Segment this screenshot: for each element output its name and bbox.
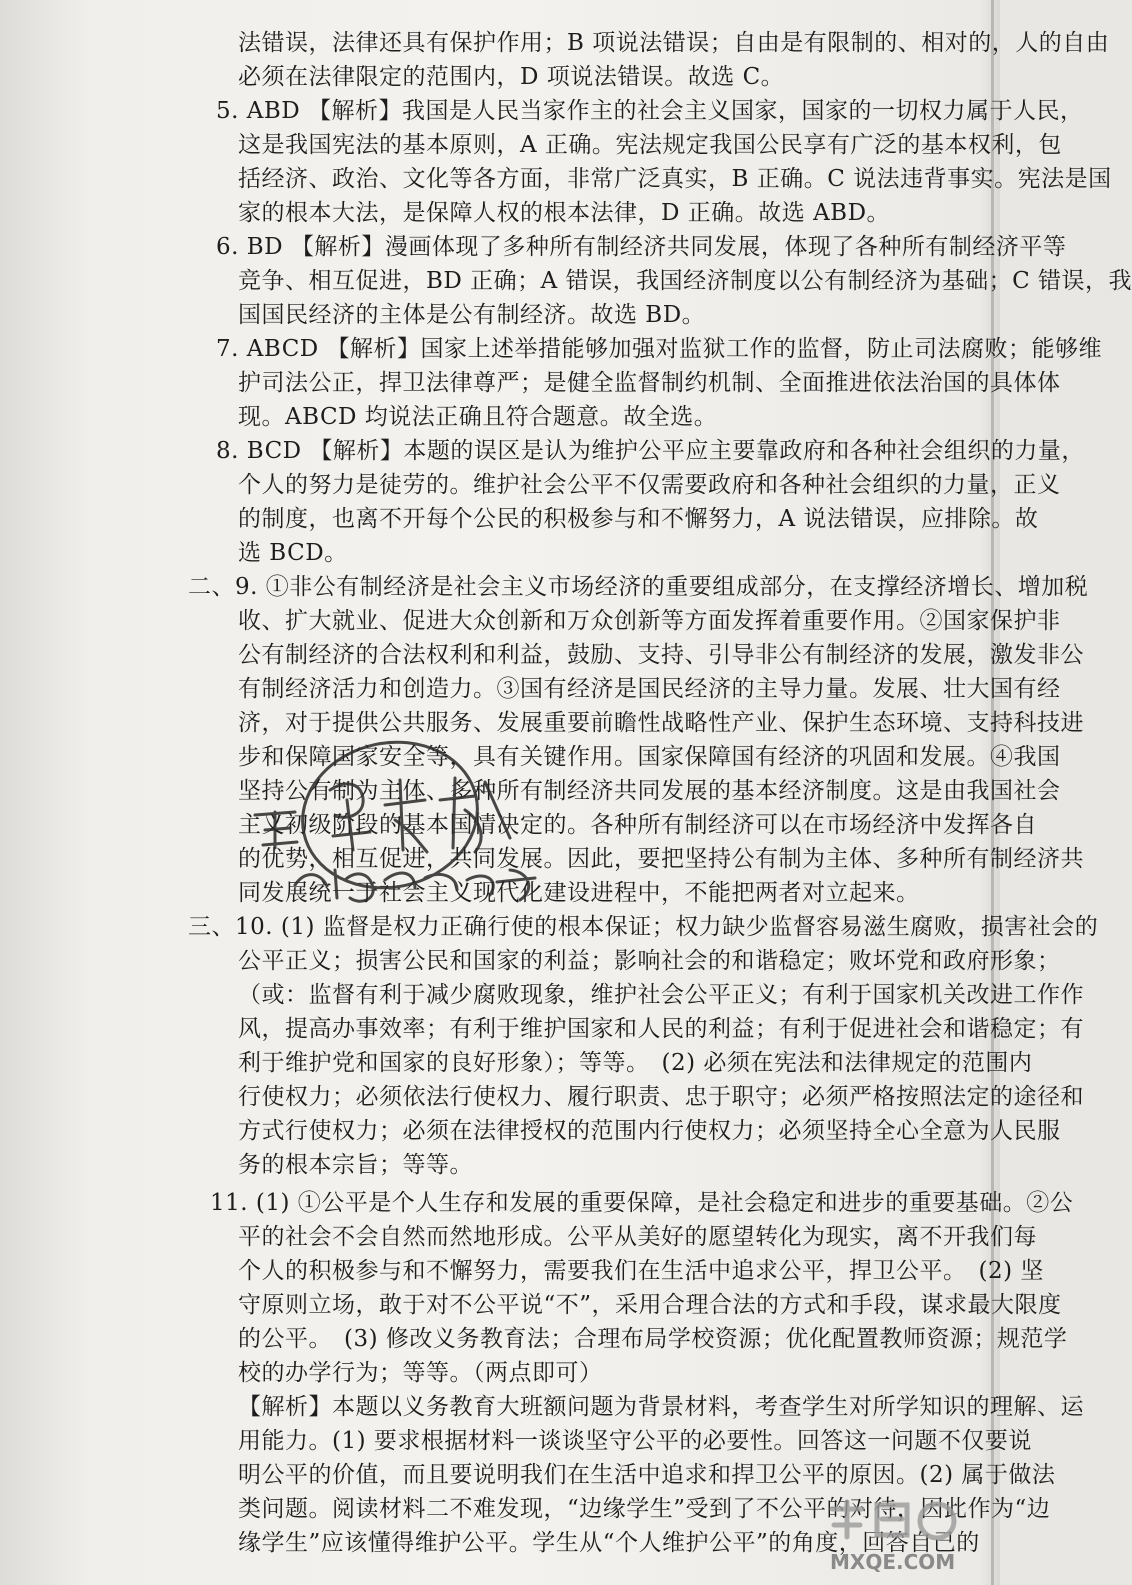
text-line: 个人的努力是徒劳的。维护社会公平不仅需要政府和各种社会组织的力量，正义 [238,472,1061,498]
answer-7-line: 7. ABCD 【解析】国家上述举措能够加强对监狱工作的监督，防止司法腐败；能够维 [216,336,1103,362]
answer-5-line: 5. ABD 【解析】我国是人民当家作主的社会主义国家，国家的一切权力属于人民， [216,98,1084,124]
text-line: 风，提高办事效率；有利于维护国家和人民的利益；有利于促进社会和谐稳定；有 [238,1016,1084,1042]
text-line: 收、扩大就业、促进大众创新和万众创新等方面发挥着重要作用。②国家保护非 [238,608,1061,634]
answer-8-line: 8. BCD 【解析】本题的误区是认为维护公平应主要靠政府和各种社会组织的力量， [216,438,1085,464]
text-line: 用能力。(1) 要求根据材料一谈谈坚守公平的必要性。回答这一问题不仅要说 [238,1428,1032,1454]
text-line: 这是我国宪法的基本原则，A 正确。宪法规定我国公民享有广泛的基本权利，包 [238,132,1062,158]
text-line: 校的办学行为；等等。（两点即可） [238,1360,603,1386]
text-line: 缘学生”应该懂得维护公平。学生从“个人维护公平”的角度，回答自己的 [238,1530,980,1556]
text-line: 行使权力；必须依法行使权力、履行职责、忠于职守；必须严格按照法定的途径和 [238,1084,1084,1110]
text-line: 括经济、政治、文化等各方面，非常广泛真实，B 正确。C 说法违背事实。宪法是国 [238,166,1112,192]
analysis-line: 【解析】本题以义务教育大班额问题为背景材料，考查学生对所学知识的理解、运 [238,1394,1084,1420]
text-line: 国国民经济的主体是公有制经济。故选 BD。 [238,302,706,328]
text-line: 步和保障国家安全等，具有关键作用。国家保障国有经济的巩固和发展。④我国 [238,744,1061,770]
text-line: 公平正义；损害公民和国家的利益；影响社会的和谐稳定；败坏党和政府形象； [238,948,1061,974]
corner-logo [822,1497,972,1577]
text-line: 的公平。 (3) 修改义务教育法；合理布局学校资源；优化配置教师资源；规范学 [238,1326,1068,1352]
text-line: 主义初级阶段的基本国情决定的。各种所有制经济可以在市场经济中发挥各自 [238,812,1037,838]
text-line: 竞争、相互促进，BD 正确；A 错误，我国经济制度以公有制经济为基础；C 错误，我 [238,268,1132,294]
text-line: 选 BCD。 [238,540,348,566]
text-line: 利于维护党和国家的良好形象）；等等。 (2) 必须在宪法和法律规定的范围内 [238,1050,1033,1076]
answer-10-line: 三、10. (1) 监督是权力正确行使的根本保证；权力缺少监督容易滋生腐败，损害社会的 [188,914,1099,940]
text-line: 方式行使权力；必须在法律授权的范围内行使权力；必须坚持全心全意为人民服 [238,1118,1061,1144]
text-line: 公有制经济的合法权利和利益，鼓励、支持、引导非公有制经济的发展，激发非公 [238,642,1084,668]
text-line: 护司法公正，捍卫法律尊严；是健全监督制约机制、全面推进依法治国的具体体 [238,370,1061,396]
text-line: 济，对于提供公共服务、发展重要前瞻性战略性产业、保护生态环境、支持科技进 [238,710,1084,736]
answer-11-line: 11. (1) ①公平是个人生存和发展的重要保障，是社会稳定和进步的重要基础。②公 [210,1190,1074,1216]
text-line: 法错误，法律还具有保护作用；B 项说法错误；自由是有限制的、相对的，人的自由 [238,30,1110,56]
text-line: 必须在法律限定的范围内，D 项说法错误。故选 C。 [238,64,785,90]
logo-mark [822,1497,972,1577]
text-line: 同发展统一于社会主义现代化建设进程中，不能把两者对立起来。 [238,880,920,906]
text-line: 家的根本大法，是保障人权的根本法律，D 正确。故选 ABD。 [238,200,891,226]
text-line: 类问题。阅读材料二不难发现，“边缘学生”受到了不公平的对待，因此作为“边 [238,1496,1051,1522]
text-line: 现。ABCD 均说法正确且符合题意。故全选。 [238,404,718,430]
answer-9-line: 二、9. ①非公有制经济是社会主义市场经济的重要组成部分，在支撑经济增长、增加税 [188,574,1089,600]
text-line: 的优势，相互促进，共同发展。因此，要把坚持公有制为主体、多种所有制经济共 [238,846,1084,872]
text-line: 平的社会不会自然而然地形成。公平从美好的愿望转化为现实，离不开我们每 [238,1224,1037,1250]
text-line: 坚持公有制为主体、多种所有制经济共同发展的基本经济制度。这是由我国社会 [238,778,1061,804]
text-line: 务的根本宗旨；等等。 [238,1152,473,1178]
svg-text:MXQE.COM: MXQE.COM [830,1550,956,1574]
text-line: 有制经济活力和创造力。③国有经济是国民经济的主导力量。发展、壮大国有经 [238,676,1061,702]
text-line: 守原则立场，敢于对不公平说“不”，采用合理合法的方式和手段，谋求最大限度 [238,1292,1062,1318]
text-line: 个人的积极参与和不懈努力，需要我们在生活中追求公平，捍卫公平。 (2) 坚 [238,1258,1044,1284]
text-line: 的制度，也离不开每个公民的积极参与和不懈努力，A 说法错误，应排除。故 [238,506,1039,532]
text-line: （或：监督有利于减少腐败现象，维护社会公平正义；有利于国家机关改进工作作 [238,982,1084,1008]
text-line: 明公平的价值，而且要说明我们在生活中追求和捍卫公平的原因。(2) 属于做法 [238,1462,1056,1488]
answer-6-line: 6. BD 【解析】漫画体现了多种所有制经济共同发展，体现了各种所有制经济平等 [216,234,1067,260]
